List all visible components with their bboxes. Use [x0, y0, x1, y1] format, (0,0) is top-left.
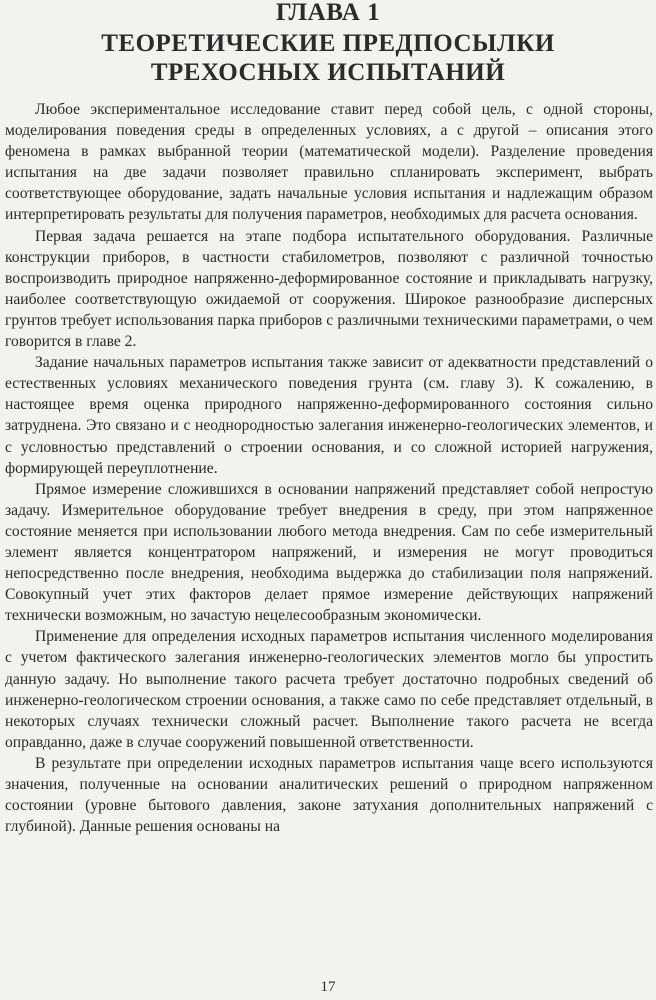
paragraph-5: Применение для определения исходных параметров испытания численного моделирования с учетом фактического залегания инженерно-геологических элементов могло бы упростить данную задачу. Но выполнение такого расчета требует достаточно подробных сведений об инженерно-геологическом строении основания, а также само по себе представляет отдельный, в некоторых случаях технически сложный расчет. Выполнение такого расчета не всегда оправданно, даже в случае сооружений повышенной ответственности. — [5, 628, 653, 751]
paragraph-2: Первая задача решается на этапе подбора испытательного оборудования. Различные конструкции приборов, в частности стабилометров, позволяют с различной точностью воспроизводить природное напряженно-деформированное состояние и прикладывать нагрузку, наиболее соответствующую ожидаемой от сооружения. Широкое разнообразие дисперсных грунтов требует использования парка приборов с различными техническими параметрами, о чем говорится в главе 2. — [5, 227, 653, 351]
body-text — [5, 99, 653, 837]
paragraph-6: В результате при определении исходных параметров испытания чаще всего используются значения, полученные на основании аналитических решений о природном напряженном состоянии (уровне бытового давления, законе затухания дополнительных напряжений с глубиной). Данные решения основаны на — [5, 754, 653, 836]
paragraph-4: Прямое измерение сложившихся в основании напряжений представляет собой непростую задачу. Измерительное оборудование требует внедрения в среду, при этом напряженное состояние меняется при использовании любого метода внедрения. Сам по себе измерительный элемент является концентратором напряжений, и измерения не могут проводиться непосредственно после внедрения, необходима выдержка до стабилизации поля напряжений. Совокупный учет этих факторов делает прямое измерение действующих напряжений технически возможным, но зачастую нецелесообразным экономически. — [5, 480, 653, 625]
paragraph-3: Задание начальных параметров испытания также зависит от адекватности представлений о естественных условиях механического поведения грунта (см. главу 3). К сожалению, в настоящее время оценка природного напряженно-деформированного состояния сильно затруднена. Это связано и с неоднородностью залегания инженерно-геологических элементов, и с условностью представлений о строении основания, и со сложной историей нагружения, формирующей переуплотнение. — [5, 354, 653, 477]
chapter-label: ГЛАВА 1 — [275, 0, 381, 26]
chapter-title-line-2: ТРЕХОСНЫХ ИСПЫТАНИЙ — [150, 59, 506, 86]
page-number: 17 — [320, 979, 336, 995]
chapter-title-line-1: ТЕОРЕТИЧЕСКИЕ ПРЕДПОСЫЛКИ — [101, 30, 555, 57]
paragraph-1: Любое экспериментальное исследование ставит перед собой цель, с одной стороны, моделирования поведения среды в определенных условиях, а с другой – описания этого феномена в рамках выбранной теории (математической модели). Разделение проведения испытания на две задачи позволяет правильно спланировать эксперимент, выбрать соответствующее оборудование, задать начальные условия испытания и надлежащим образом интерпретировать результаты для получения параметров, необходимых для расчета основания. — [5, 101, 653, 224]
